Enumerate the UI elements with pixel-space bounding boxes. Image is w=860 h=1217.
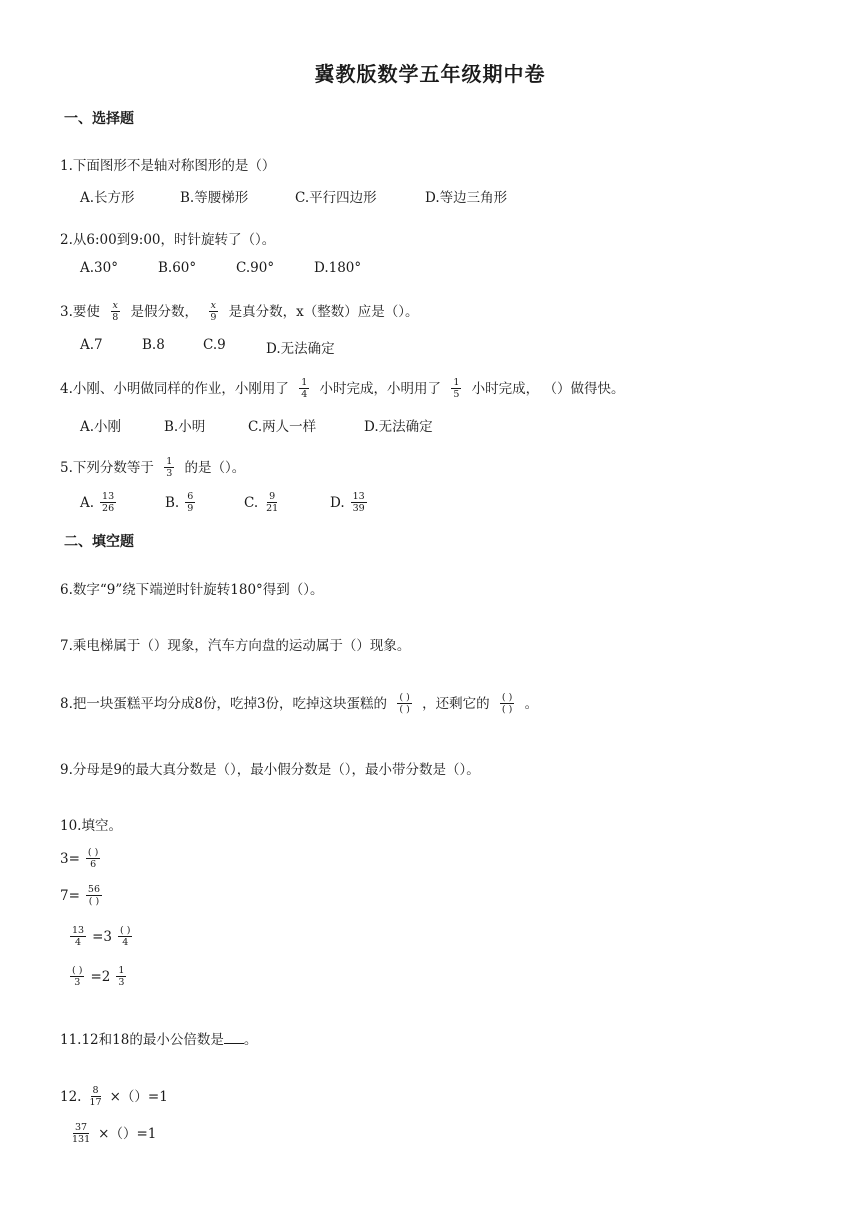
q10-line-1: 3= $\frac{( )}{6}$ bbox=[60, 847, 99, 870]
q4-option-b: B.小明 bbox=[164, 419, 206, 435]
q3-text-2: 是假分数， bbox=[130, 304, 199, 320]
q4-text-2: 小时完成，小明用了 bbox=[319, 381, 442, 397]
q8-text-1: 8.把一块蛋糕平均分成8份，吃掉3份，吃掉这块蛋糕的 bbox=[60, 696, 388, 712]
q3-text-1: 3.要使 bbox=[60, 304, 100, 320]
q3-fraction-x-8: $\frac{x}{8}$ bbox=[112, 300, 119, 323]
question-5 bbox=[60, 456, 245, 480]
q2-option-d: D.180° bbox=[314, 260, 362, 276]
question-10: 10.填空。 bbox=[60, 818, 122, 834]
q4-text-1: 4.小刚、小明做同样的作业，小刚用了 bbox=[60, 381, 289, 397]
q1-option-c: C.平行四边形 bbox=[295, 190, 377, 206]
q4-text-3: 小时完成， （）做得快。 bbox=[471, 381, 625, 397]
section-heading-fill: 二、填空题 bbox=[64, 534, 134, 550]
q2-option-c: C.90° bbox=[236, 260, 275, 276]
q8-text-3: 。 bbox=[524, 696, 539, 712]
section-heading-choice: 一、选择题 bbox=[64, 111, 134, 127]
question-1: 1.下面图形不是轴对称图形的是（） bbox=[60, 158, 276, 174]
q1-option-a: A.长方形 bbox=[80, 190, 135, 206]
q8-text-2: ，还剩它的 bbox=[422, 696, 490, 712]
q3-text-3: 是真分数，x（整数）应是（）。 bbox=[228, 304, 419, 320]
q4-option-d: D.无法确定 bbox=[364, 419, 433, 435]
q4-fraction-1-4: $\frac{1}{4}$ bbox=[301, 377, 308, 400]
q3-fraction-x-9: $\frac{x}{9}$ bbox=[210, 300, 217, 323]
q1-option-b: B.等腰梯形 bbox=[180, 190, 249, 206]
q8-fraction-blank-2: $\frac{( )}{( )}$ bbox=[501, 692, 513, 715]
q3-option-a: A.7 bbox=[80, 337, 103, 353]
q2-option-b: B.60° bbox=[158, 260, 197, 276]
q1-option-d: D.等边三角形 bbox=[425, 190, 508, 206]
question-11: 11.12和18的最小公倍数是 。 bbox=[60, 1032, 258, 1048]
question-12-line-2: $\frac{37}{131}$ ×（）=1 bbox=[72, 1122, 157, 1145]
question-4 bbox=[60, 377, 624, 401]
q5-option-c: C. $\frac{9}{21}$ bbox=[244, 491, 279, 514]
q3-option-d: D.无法确定 bbox=[266, 341, 335, 357]
q10-line-2: 7= $\frac{56}{( )}$ bbox=[60, 884, 100, 907]
question-12-line-1: 12. $\frac{8}{17}$ ×（）=1 bbox=[60, 1085, 168, 1108]
q5-text-1: 5.下列分数等于 bbox=[60, 460, 154, 476]
q5-option-a: A. $\frac{13}{26}$ bbox=[80, 491, 115, 514]
q5-option-b: B. $\frac{6}{9}$ bbox=[165, 491, 194, 514]
q5-fraction-1-3: $\frac{1}{3}$ bbox=[166, 456, 173, 479]
question-3 bbox=[60, 300, 419, 324]
question-6: 6.数字“9”绕下端逆时针旋转180°得到（）。 bbox=[60, 582, 324, 598]
question-9: 9.分母是9的最大真分数是（），最小假分数是（），最小带分数是（）。 bbox=[60, 762, 480, 778]
q5-option-d: D. $\frac{13}{39}$ bbox=[330, 491, 365, 514]
question-2: 2.从6:00到9:00，时针旋转了（）。 bbox=[60, 232, 276, 248]
q8-fraction-blank-1: $\frac{( )}{( )}$ bbox=[399, 692, 410, 715]
q3-option-b: B.8 bbox=[142, 337, 165, 353]
q4-fraction-1-5: $\frac{1}{5}$ bbox=[453, 377, 460, 400]
q4-option-a: A.小刚 bbox=[80, 419, 122, 435]
question-8 bbox=[60, 692, 538, 716]
page-title: 冀教版数学五年级期中卷 bbox=[314, 62, 546, 86]
q2-option-a: A.30° bbox=[80, 260, 118, 276]
q10-line-3: $\frac{13}{4}$ =3 $\frac{( )}{4}$ bbox=[72, 925, 131, 948]
q4-option-c: C.两人一样 bbox=[248, 419, 317, 435]
q10-line-4: $\frac{( )}{3}$ =2 $\frac{1}{3}$ bbox=[72, 965, 125, 988]
q3-option-c: C.9 bbox=[203, 337, 226, 353]
question-7: 7.乘电梯属于（）现象，汽车方向盘的运动属于（）现象。 bbox=[60, 638, 411, 654]
q11-answer-blank[interactable] bbox=[224, 1030, 244, 1044]
q5-text-2: 的是（）。 bbox=[184, 460, 246, 476]
